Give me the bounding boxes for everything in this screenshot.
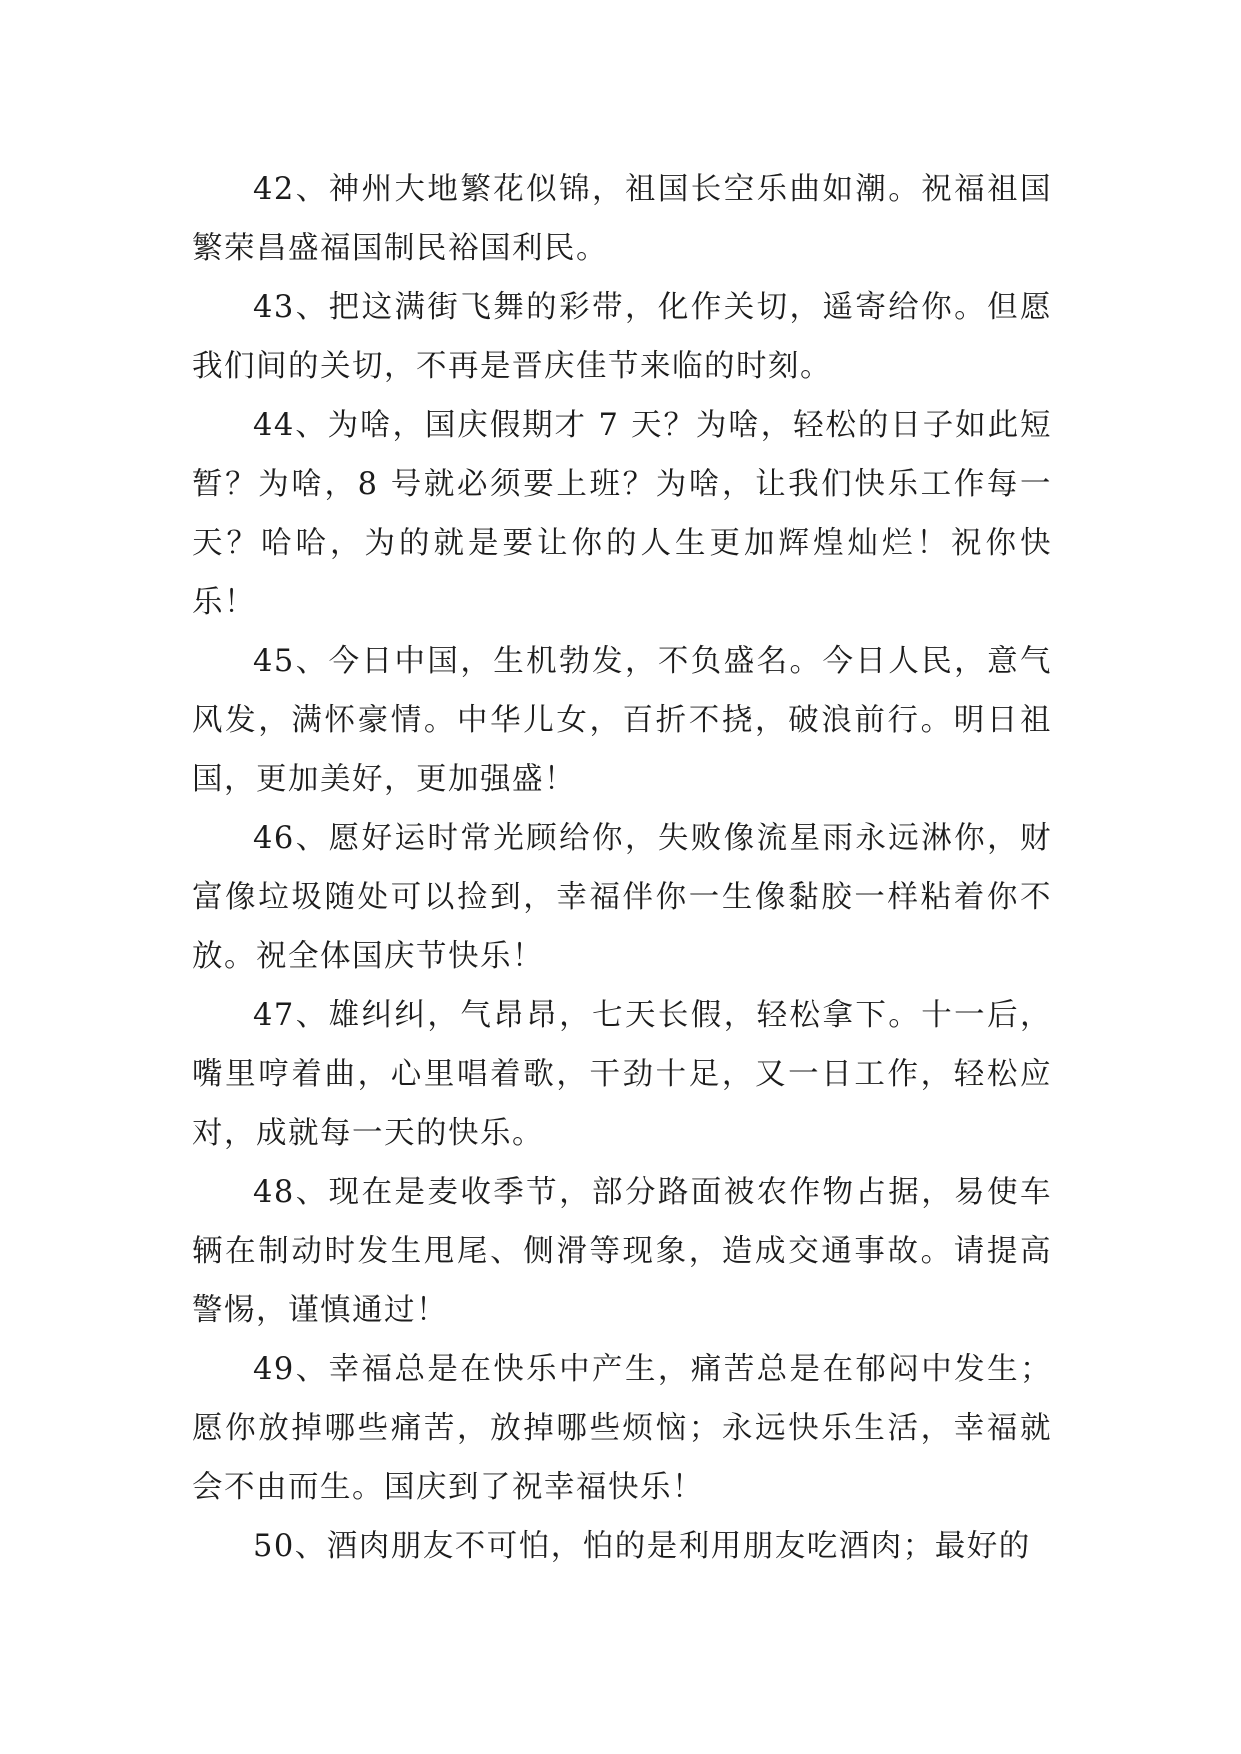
paragraph-48: 48、现在是麦收季节，部分路面被农作物占据，易使车辆在制动时发生甩尾、侧滑等现象，造成交通事故。请提高警惕，谨慎通过！ xyxy=(192,1175,1052,1328)
paragraph-45: 45、今日中国，生机勃发，不负盛名。今日人民，意气风发，满怀豪情。中华儿女，百折不挠，破浪前行。明日祖国，更加美好，更加强盛！ xyxy=(192,644,1052,797)
paragraph-47: 47、雄纠纠，气昂昂，七天长假，轻松拿下。十一后，嘴里哼着曲，心里唱着歌，干劲十足，又一日工作，轻松应对，成就每一天的快乐。 xyxy=(192,998,1052,1151)
paragraph-46: 46、愿好运时常光顾给你，失败像流星雨永远淋你，财富像垃圾随处可以捡到，幸福伴你一生像黏胶一样粘着你不放。祝全体国庆节快乐！ xyxy=(192,821,1052,974)
document-body xyxy=(192,160,1052,1576)
paragraph-50: 50、酒肉朋友不可怕，怕的是利用朋友吃酒肉；最好的 xyxy=(253,1529,1031,1564)
paragraph-43: 43、把这满街飞舞的彩带，化作关切，遥寄给你。但愿我们间的关切，不再是晋庆佳节来临的时刻。 xyxy=(192,290,1052,384)
paragraph-49: 49、幸福总是在快乐中产生，痛苦总是在郁闷中发生；愿你放掉哪些痛苦，放掉哪些烦恼；永远快乐生活，幸福就会不由而生。国庆到了祝幸福快乐！ xyxy=(192,1352,1052,1505)
paragraph-44: 44、为啥，国庆假期才 7 天？为啥，轻松的日子如此短暂？为啥，8 号就必须要上班？为啥，让我们快乐工作每一天？哈哈，为的就是要让你的人生更加辉煌灿烂！祝你快乐！ xyxy=(192,408,1052,620)
paragraph-42: 42、神州大地繁花似锦，祖国长空乐曲如潮。祝福祖国繁荣昌盛福国制民裕国利民。 xyxy=(192,172,1052,266)
